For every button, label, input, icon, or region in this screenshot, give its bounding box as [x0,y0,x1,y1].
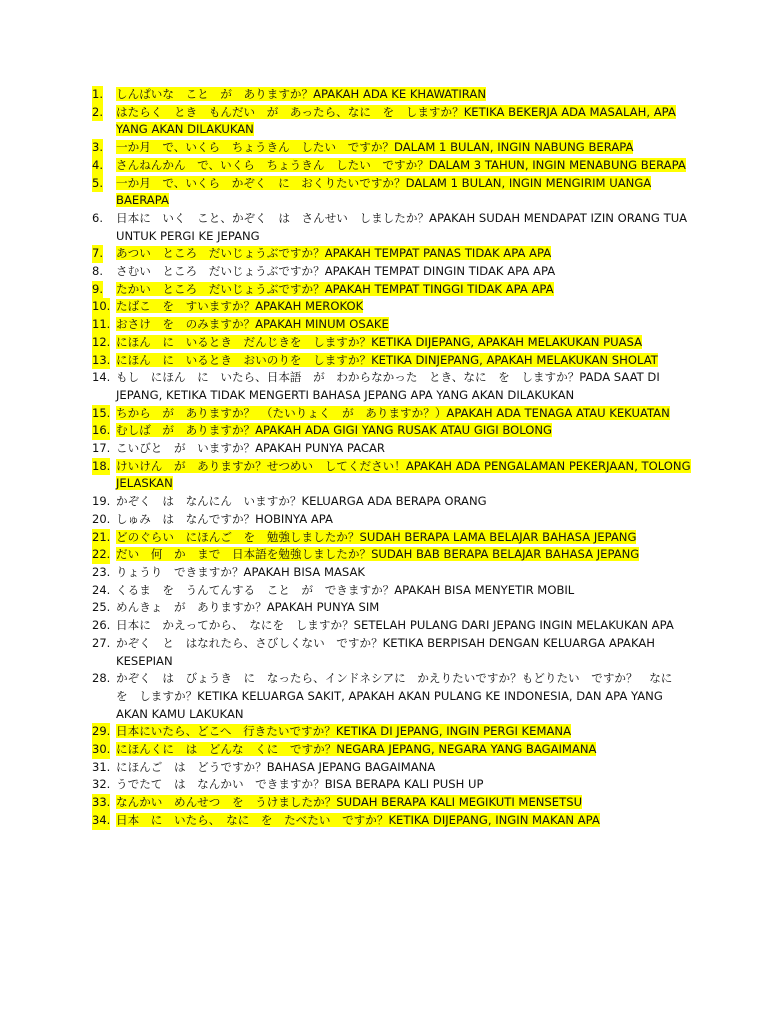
item-number: 28. [92,671,111,686]
item-number: 3. [92,139,103,157]
item-text: たばこ を すいますか？APAKAH MEROKOK [116,299,364,314]
item-text: 日本に かえってから、 なにを しますか？SETELAH PULANG DARI JEPANG INGIN MELAKUKAN APA [116,618,674,633]
item-number: 9. [92,281,103,299]
item-text: 日本にいたら、どこへ 行きたいですか？KETIKA DI JEPANG, INGIN PERGI KEMANA [116,724,572,739]
item-text: たかい ところ だいじょうぶですか？APAKAH TEMPAT TINGGI TIDAK APA APA [116,281,554,296]
item-text: なんかい めんせつ を うけましたか？SUDAH BERAPA KALI MEGIKUTI MENSETSU [116,795,583,810]
item-number: 32. [92,777,111,792]
item-text: 一か月 で、いくら かぞく に おくりたいですか？DALAM 1 BULAN, INGIN MENGIRIM UANGA BAERAPA [116,175,652,208]
item-text: さんねんかん で、いくら ちょうきん したい ですか？DALAM 3 TAHUN, INGIN MENABUNG BERAPA [116,157,686,172]
list-item [92,139,692,157]
item-text: かぞく は なんにん いますか？KELUARGA ADA BERAPA ORANG [116,494,487,509]
item-text: おさけ を のみますか？APAKAH MINUM OSAKE [116,317,389,332]
list-item [92,422,692,440]
list-item [92,617,692,635]
question-list [92,86,692,830]
item-number: 24. [92,582,111,597]
item-number: 6. [92,210,103,225]
item-number: 31. [92,759,111,774]
item-text: うでたて は なんかい できますか？BISA BERAPA KALI PUSH UP [116,777,484,792]
item-text: 日本に いく こと、かぞく は さんせい しましたか？APAKAH SUDAH MENDAPAT IZIN ORANG TUA UNTUK PERGI KE JEPANG [116,210,688,243]
item-number: 18. [92,458,110,476]
list-item [92,405,692,423]
list-item [92,794,692,812]
item-text: ちから が ありますか？ （たいりょく が ありますか？）APAKAH ADA TENAGA ATAU KEKUATAN [116,405,670,420]
item-text: 日本 に いたら、 なに を たべたい ですか？KETIKA DIJEPANG, INGIN MAKAN APA [116,812,600,827]
item-text: 一か月 で、いくら ちょうきん したい ですか？DALAM 1 BULAN, INGIN NABUNG BERAPA [116,140,634,155]
list-item [92,369,692,404]
item-number: 20. [92,511,111,526]
list-item [92,210,692,245]
item-number: 19. [92,494,111,509]
item-text: むしば が ありますか？APAKAH ADA GIGI YANG RUSAK ATAU GIGI BOLONG [116,423,553,438]
list-item [92,493,692,511]
list-item [92,458,692,493]
list-item [92,582,692,600]
item-number: 2. [92,104,103,122]
item-number: 13. [92,352,110,370]
item-text: けいけん が ありますか？せつめい してください！APAKAH ADA PENGALAMAN PEKERJAAN, TOLONG JELASKAN [116,458,691,491]
item-text: さむい ところ だいじょうぶですか？APAKAH TEMPAT DINGIN TIDAK APA APA [116,264,556,279]
item-number: 12. [92,334,110,352]
item-number: 30. [92,741,110,759]
item-number: 34. [92,812,110,830]
list-item [92,245,692,263]
list-item [92,599,692,617]
item-text: はたらく とき もんだい が あったら、なに を しますか？KETIKA BEKERJA ADA MASALAH, APA YANG AKAN DILAKUKAN [116,104,676,137]
list-item [92,529,692,547]
list-item [92,635,692,670]
item-text: にほんご は どうですか？BAHASA JEPANG BAGAIMANA [116,759,436,774]
list-item [92,741,692,759]
list-item [92,298,692,316]
item-text: かぞく は びょうき に なったら、インドネシアに かえりたいですか？もどりたい ですか？ なに を しますか？KETIKA KELUARGA SAKIT, APAKAH AKAN PULANG KE INDONESIA, DAN APA YANG AKAN KAMU LAKUKAN [116,671,684,721]
item-number: 15. [92,405,110,423]
item-text: かぞく と はなれたら、さびしくない ですか？KETIKA BERPISAH DENGAN KELUARGA APAKAH KESEPIAN [116,635,655,668]
item-number: 10. [92,298,110,316]
list-item [92,546,692,564]
item-number: 7. [92,245,103,263]
item-number: 8. [92,264,103,279]
item-number: 21. [92,529,110,547]
item-text: だい 何 か まで 日本語を勉強しましたか？SUDAH BAB BERAPA BELAJAR BAHASA JEPANG [116,547,640,562]
item-text: どのぐらい にほんご を 勉強しましたか？SUDAH BERAPA LAMA BELAJAR BAHASA JEPANG [116,529,637,544]
item-text: こいびと が いますか？APAKAH PUNYA PACAR [116,441,385,456]
item-number: 22. [92,546,110,564]
list-item [92,157,692,175]
list-item [92,670,692,723]
item-text: にほんくに は どんな くに ですか？NEGARA JEPANG, NEGARA YANG BAGAIMANA [116,742,597,757]
item-number: 16. [92,422,110,440]
item-text: もし にほん に いたら、日本語 が わからなかった とき、なに を しますか？PADA SAAT DI JEPANG, KETIKA TIDAK MENGERTI BAHASA JEPANG APA YANG AKAN DILAKUKAN [116,370,660,402]
item-text: しんぱいな こと が ありますか？APAKAH ADA KE KHAWATIRAN [116,87,486,101]
item-number: 29. [92,723,110,741]
item-text: にほん に いるとき おいのりを しますか？KETIKA DINJEPANG, APAKAH MELAKUKAN SHOLAT [116,352,658,367]
list-item [92,352,692,370]
list-item [92,334,692,352]
list-item [92,104,692,139]
item-number: 11. [92,316,110,334]
item-text: しゅみ は なんですか？HOBINYA APA [116,511,333,526]
list-item [92,175,692,210]
item-number: 17. [92,441,111,456]
list-item [92,440,692,458]
item-number: 27. [92,635,111,650]
list-item [92,812,692,830]
list-item [92,316,692,334]
item-number: 33. [92,794,110,812]
list-item [92,263,692,281]
item-number: 23. [92,564,111,579]
item-number: 1. [92,86,103,104]
item-text: あつい ところ だいじょうぶですか？APAKAH TEMPAT PANAS TIDAK APA APA [116,246,552,261]
list-item [92,723,692,741]
list-item [92,281,692,299]
item-number: 25. [92,600,111,615]
list-item [92,759,692,777]
list-item [92,776,692,794]
item-text: にほん に いるとき だんじきを しますか？KETIKA DIJEPANG, APAKAH MELAKUKAN PUASA [116,334,643,349]
item-number: 4. [92,157,103,175]
item-number: 5. [92,175,103,193]
item-text: めんきょ が ありますか？APAKAH PUNYA SIM [116,600,380,615]
item-number: 14. [92,370,111,385]
list-item [92,564,692,582]
list-item [92,511,692,529]
item-number: 26. [92,618,111,633]
list-item [92,86,692,104]
item-text: くるま を うんてんする こと が できますか？APAKAH BISA MENYETIR MOBIL [116,582,575,597]
item-text: りょうり できますか？APAKAH BISA MASAK [116,564,365,579]
